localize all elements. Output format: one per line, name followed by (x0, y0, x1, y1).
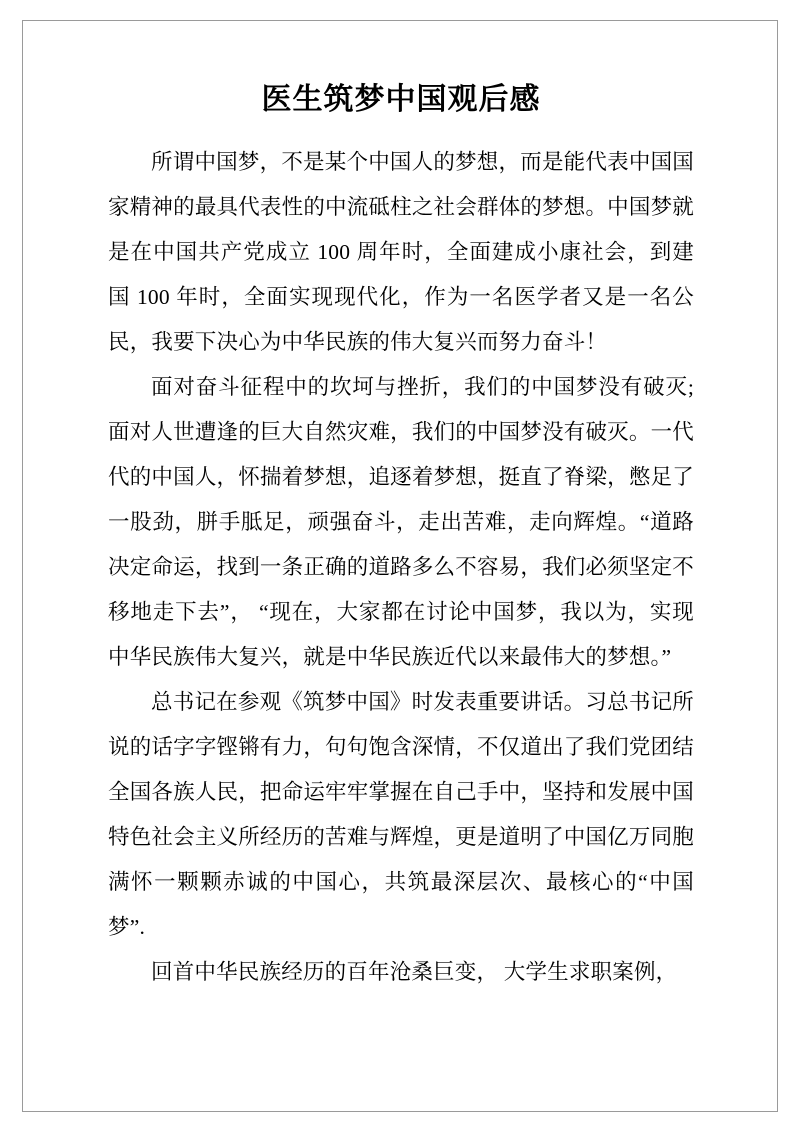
paragraph-2: 面对奋斗征程中的坎坷与挫折，我们的中国梦没有破灭;面对人世遭逢的巨大自然灾难，我们的中国梦没有破灭。一代代的中国人，怀揣着梦想，追逐着梦想，挺直了脊梁，憋足了一股劲，胼手胝足，顽强奋斗，走出苦难，走向辉煌。“道路决定命运，找到一条正确的道路多么不容易，我们必须坚定不移地走下去”， “现在，大家都在讨论中国梦，我以为，实现中华民族伟大复兴，就是中华民族近代以来最伟大的梦想。” (108, 375, 694, 669)
page-title: 医生筑梦中国观后感 (261, 82, 541, 117)
document-content (108, 78, 694, 995)
paragraph-4: 回首中华民族经历的百年沧桑巨变， 大学生求职案例， (151, 960, 678, 984)
paragraph-3: 总书记在参观《筑梦中国》时发表重要讲话。习总书记所说的话字字铿锵有力，句句饱含深情，不仅道出了我们党团结全国各族人民，把命运牢牢掌握在自己手中，坚持和发展中国特色社会主义所经历的苦难与辉煌，更是道明了中国亿万同胞满怀一颗颗赤诚的中国心，共筑最深层次、最核心的“中国梦”. (108, 690, 694, 939)
paragraph-1: 所谓中国梦，不是某个中国人的梦想，而是能代表中国国家精神的最具代表性的中流砥柱之社会群体的梦想。中国梦就是在中国共产党成立 100 周年时，全面建成小康社会，到建国 100 年时，全面实现现代化，作为一名医学者又是一名公民，我要下决心为中华民族的伟大复兴而努力奋斗！ (108, 150, 694, 354)
